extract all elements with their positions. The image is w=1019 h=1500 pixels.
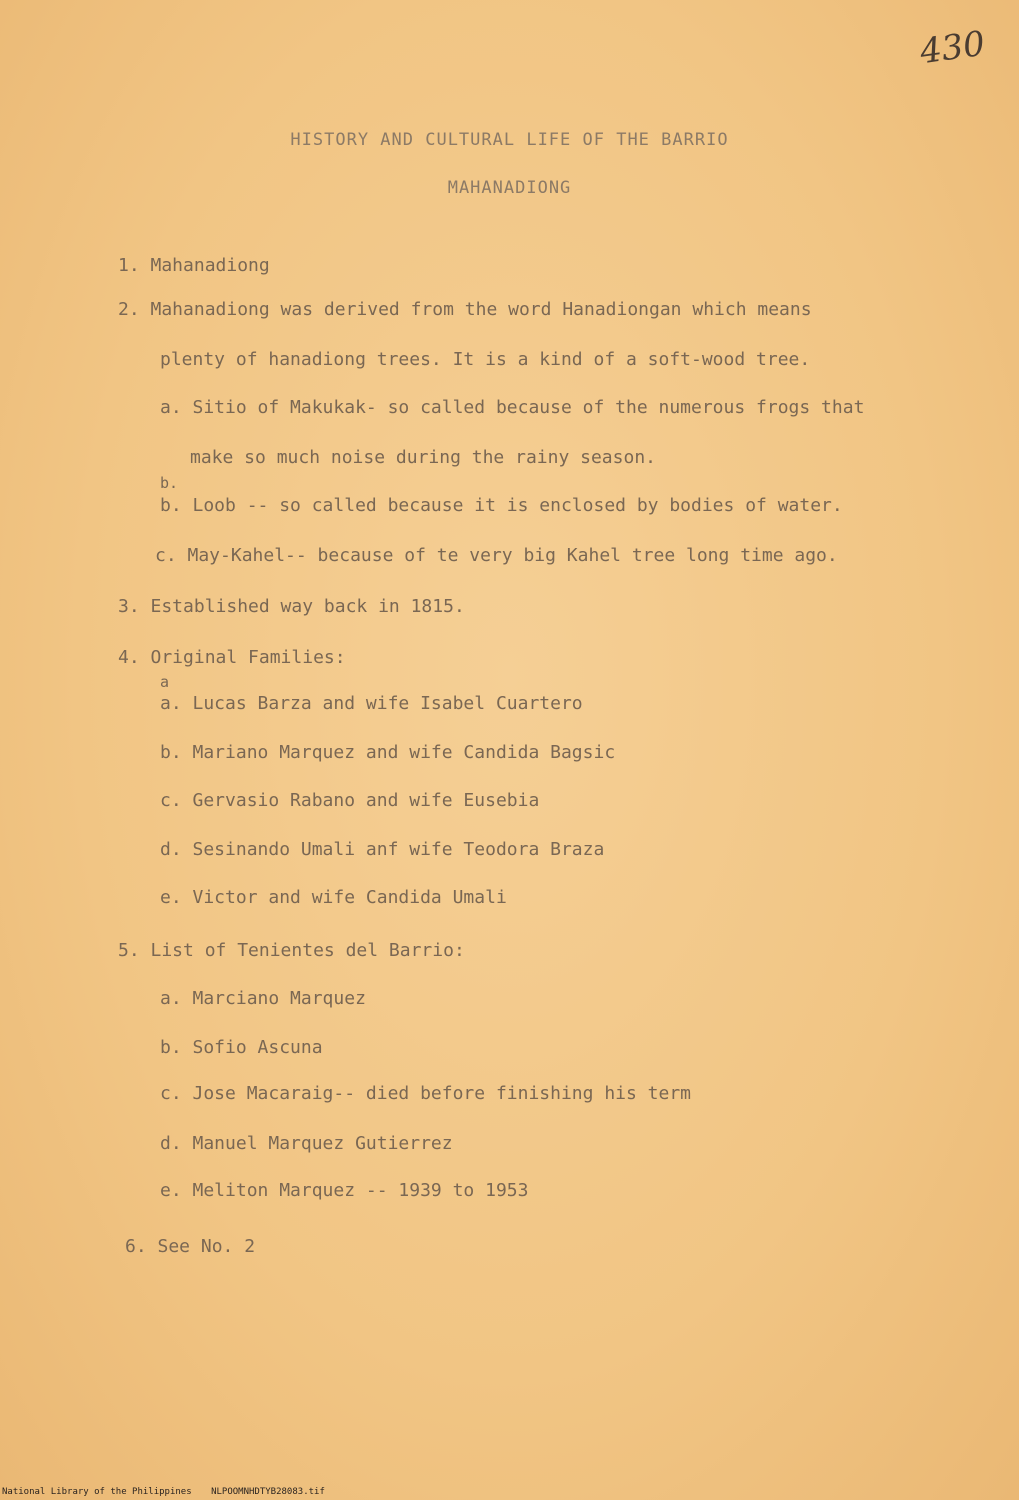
item-4-family-d: d. Sesinando Umali anf wife Teodora Braza — [160, 839, 605, 860]
item-5: 5. List of Tenientes del Barrio: — [118, 940, 465, 961]
item-2-correction-b: b. — [160, 474, 179, 492]
item-2-sitio-c: c. May-Kahel-- because of te very big Kahel tree long time ago. — [155, 545, 838, 566]
item-4-family-c: c. Gervasio Rabano and wife Eusebia — [160, 790, 540, 811]
item-5-teniente-a: a. Marciano Marquez — [160, 988, 366, 1009]
item-3: 3. Established way back in 1815. — [118, 596, 465, 617]
document-title: HISTORY AND CULTURAL LIFE OF THE BARRIO — [290, 130, 729, 150]
page-number-handwritten: 430 — [917, 23, 988, 73]
scan-footer — [2, 1487, 339, 1497]
item-4-family-e: e. Victor and wife Candida Umali — [160, 887, 507, 908]
item-5-teniente-d: d. Manuel Marquez Gutierrez — [160, 1133, 453, 1154]
item-2-line-1: 2. Mahanadiong was derived from the word Hanadiongan which means — [118, 299, 812, 320]
footer-library: National Library of the Philippines — [2, 1487, 192, 1497]
item-2-sitio-a: a. Sitio of Makukak- so called because of the numerous frogs that — [160, 397, 865, 418]
barrio-name-heading: MAHANADIONG — [447, 178, 572, 198]
item-5-teniente-e: e. Meliton Marquez -- 1939 to 1953 — [160, 1180, 529, 1201]
item-4-family-b: b. Mariano Marquez and wife Candida Bagsic — [160, 742, 616, 763]
item-4-family-a: a. Lucas Barza and wife Isabel Cuartero — [160, 693, 583, 714]
item-4: 4. Original Families: — [118, 647, 346, 668]
item-6: 6. See No. 2 — [125, 1236, 256, 1257]
item-2-sitio-b: b. Loob -- so called because it is enclosed by bodies of water. — [160, 495, 843, 516]
item-5-teniente-c: c. Jose Macaraig-- died before finishing his term — [160, 1083, 692, 1104]
item-1: 1. Mahanadiong — [118, 255, 270, 276]
item-2-sitio-a-cont: make so much noise during the rainy season. — [190, 447, 656, 468]
item-4-correction-a: a — [160, 673, 170, 691]
item-5-teniente-b: b. Sofio Ascuna — [160, 1037, 323, 1058]
item-2-line-2: plenty of hanadiong trees. It is a kind of a soft-wood tree. — [160, 349, 811, 370]
footer-filename: NLPOOMNHDTYB28083.tif — [211, 1487, 325, 1497]
